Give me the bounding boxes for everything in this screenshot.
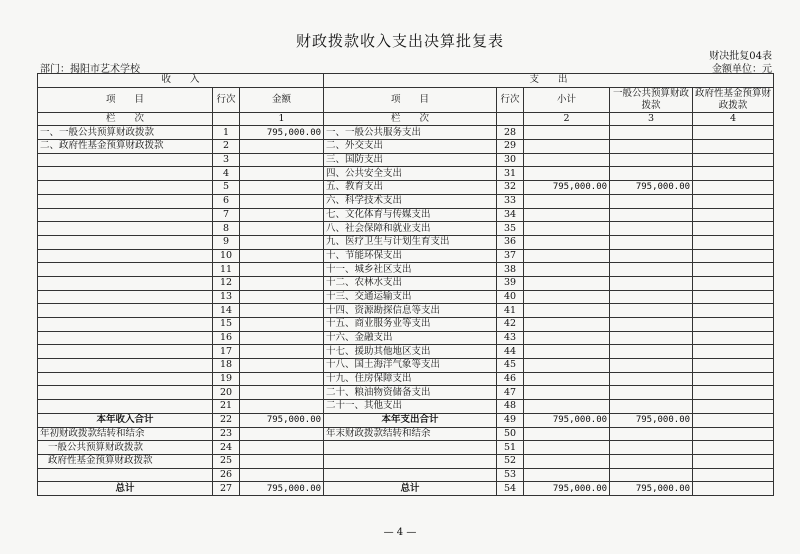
expense-subtotal	[524, 468, 610, 482]
expense-subtotal	[524, 386, 610, 400]
income-item	[38, 153, 213, 167]
income-amount-header: 金额	[240, 87, 324, 112]
income-row-no: 12	[213, 276, 240, 290]
income-item	[38, 235, 213, 249]
expense-gov-fund	[693, 359, 774, 373]
expense-header: 支 出	[324, 74, 774, 88]
income-row-no: 5	[213, 181, 240, 195]
expense-row-no: 49	[497, 413, 524, 427]
expense-subtotal	[524, 331, 610, 345]
expense-general-budget: 795,000.00	[610, 482, 693, 496]
page-title: 财政拨款收入支出决算批复表	[295, 32, 504, 50]
income-item	[38, 386, 213, 400]
expense-gov-fund	[693, 400, 774, 414]
expense-row-no: 28	[497, 126, 524, 140]
expense-general-budget	[610, 400, 693, 414]
carry-row	[38, 468, 774, 482]
expense-item: 八、社会保障和就业支出	[324, 222, 497, 236]
amount-unit: 金额单位：元	[712, 64, 772, 75]
expense-general-budget	[610, 441, 693, 455]
income-row-no: 10	[213, 249, 240, 263]
expense-row-no: 29	[497, 140, 524, 154]
expense-item: 总计	[324, 482, 497, 496]
grand-total-row	[38, 482, 774, 496]
expense-gov-fund	[693, 194, 774, 208]
income-item-header: 项 目	[38, 87, 213, 112]
expense-item: 七、文化体育与传媒支出	[324, 208, 497, 222]
expense-general-budget	[610, 222, 693, 236]
income-item	[38, 194, 213, 208]
expense-gov-fund	[693, 345, 774, 359]
table-row	[38, 290, 774, 304]
income-amount: 795,000.00	[240, 482, 324, 496]
expense-subtotal	[524, 400, 610, 414]
expense-row-no: 38	[497, 263, 524, 277]
table-row	[38, 126, 774, 140]
income-item	[38, 249, 213, 263]
expense-item-header: 项 目	[324, 87, 497, 112]
expense-subtotal	[524, 276, 610, 290]
income-row-no: 4	[213, 167, 240, 181]
expense-subtotal	[524, 372, 610, 386]
expense-row-no: 30	[497, 153, 524, 167]
expense-row-no: 47	[497, 386, 524, 400]
expense-item	[324, 454, 497, 468]
income-row-no: 23	[213, 427, 240, 441]
section-header-row	[38, 74, 774, 88]
form-number: 财决批复04表	[709, 51, 772, 62]
expense-item: 十六、金融支出	[324, 331, 497, 345]
expense-item: 十九、住房保障支出	[324, 372, 497, 386]
expense-subtotal	[524, 427, 610, 441]
expense-row-no: 40	[497, 290, 524, 304]
carry-row	[38, 454, 774, 468]
income-amount	[240, 290, 324, 304]
expense-item: 年末财政拨款结转和结余	[324, 427, 497, 441]
col-label: 栏 次	[324, 112, 497, 126]
expense-item: 十四、资源勘探信息等支出	[324, 304, 497, 318]
expense-subtotal	[524, 441, 610, 455]
empty-cell	[497, 112, 524, 126]
income-amount	[240, 167, 324, 181]
income-item	[38, 276, 213, 290]
income-amount	[240, 276, 324, 290]
department-label: 部门：揭阳市艺术学校	[40, 64, 140, 75]
income-item	[38, 222, 213, 236]
income-amount	[240, 304, 324, 318]
table-row	[38, 304, 774, 318]
expense-item: 五、教育支出	[324, 181, 497, 195]
expense-general-budget	[610, 427, 693, 441]
expense-general-budget	[610, 153, 693, 167]
income-item	[38, 468, 213, 482]
expense-row-no: 36	[497, 235, 524, 249]
expense-subtotal	[524, 304, 610, 318]
table-row	[38, 345, 774, 359]
income-item: 一、一般公共预算财政拨款	[38, 126, 213, 140]
expense-row-no: 32	[497, 181, 524, 195]
expense-general-budget	[610, 386, 693, 400]
income-item	[38, 345, 213, 359]
expense-row-no: 43	[497, 331, 524, 345]
expense-general-budget	[610, 249, 693, 263]
income-row-no: 6	[213, 194, 240, 208]
income-item: 年初财政拨款结转和结余	[38, 427, 213, 441]
income-row-no: 20	[213, 386, 240, 400]
expense-subtotal	[524, 249, 610, 263]
expense-item: 一、一般公共服务支出	[324, 126, 497, 140]
carry-row	[38, 441, 774, 455]
table-row	[38, 331, 774, 345]
table-row	[38, 372, 774, 386]
expense-item: 十五、商业服务业等支出	[324, 318, 497, 332]
income-row-no: 18	[213, 359, 240, 373]
income-amount	[240, 400, 324, 414]
income-item	[38, 290, 213, 304]
income-amount	[240, 318, 324, 332]
expense-general-budget	[610, 468, 693, 482]
income-row-no: 3	[213, 153, 240, 167]
expense-gov-fund	[693, 235, 774, 249]
income-amount	[240, 372, 324, 386]
expense-row-no: 51	[497, 441, 524, 455]
expense-general-budget: 795,000.00	[610, 181, 693, 195]
income-item	[38, 400, 213, 414]
expense-gov-fund	[693, 153, 774, 167]
income-amount	[240, 263, 324, 277]
expense-gov-fund	[693, 181, 774, 195]
expense-subtotal	[524, 153, 610, 167]
expense-row-no: 50	[497, 427, 524, 441]
income-row-no: 13	[213, 290, 240, 304]
expense-subtotal	[524, 194, 610, 208]
expense-subtotal	[524, 345, 610, 359]
income-amount	[240, 181, 324, 195]
expense-gov-fund	[693, 276, 774, 290]
expense-general-budget	[610, 263, 693, 277]
page-number: — 4 —	[383, 527, 417, 538]
expense-item: 十八、国土海洋气象等支出	[324, 359, 497, 373]
income-row-no: 15	[213, 318, 240, 332]
expense-subtotal	[524, 359, 610, 373]
expense-row-no: 48	[497, 400, 524, 414]
income-row-no: 24	[213, 441, 240, 455]
expense-general-budget	[610, 167, 693, 181]
col-index-3: 3	[610, 112, 693, 126]
expense-gov-fund	[693, 386, 774, 400]
income-item: 本年收入合计	[38, 413, 213, 427]
expense-item: 本年支出合计	[324, 413, 497, 427]
income-item	[38, 208, 213, 222]
income-row-no: 14	[213, 304, 240, 318]
expense-subtotal	[524, 235, 610, 249]
expense-item: 六、科学技术支出	[324, 194, 497, 208]
expense-gov-fund	[693, 318, 774, 332]
expense-subtotal	[524, 222, 610, 236]
expense-general-budget	[610, 194, 693, 208]
expense-gov-fund	[693, 441, 774, 455]
expense-subtotal	[524, 140, 610, 154]
expense-general-budget	[610, 345, 693, 359]
expense-gov-fund	[693, 126, 774, 140]
income-row-no: 22	[213, 413, 240, 427]
expense-row-no: 39	[497, 276, 524, 290]
expense-row-no: 53	[497, 468, 524, 482]
income-item	[38, 167, 213, 181]
income-amount	[240, 249, 324, 263]
expense-item: 四、公共安全支出	[324, 167, 497, 181]
expense-gov-fund	[693, 290, 774, 304]
income-amount	[240, 454, 324, 468]
expense-subtotal	[524, 318, 610, 332]
gov-fund-header: 政府性基金预算财政拨款	[693, 87, 774, 112]
expense-general-budget	[610, 290, 693, 304]
expense-general-budget	[610, 235, 693, 249]
expense-gov-fund	[693, 454, 774, 468]
subtotal-header: 小计	[524, 87, 610, 112]
expense-row-no: 44	[497, 345, 524, 359]
income-amount	[240, 140, 324, 154]
expense-item: 二、外交支出	[324, 140, 497, 154]
expense-subtotal: 795,000.00	[524, 413, 610, 427]
income-amount	[240, 153, 324, 167]
expense-item: 九、医疗卫生与计划生育支出	[324, 235, 497, 249]
income-item: 政府性基金预算财政拨款	[38, 454, 213, 468]
table-row	[38, 249, 774, 263]
expense-row-no: 42	[497, 318, 524, 332]
income-row-no: 7	[213, 208, 240, 222]
expense-row-no: 52	[497, 454, 524, 468]
expense-subtotal	[524, 126, 610, 140]
col-index-4: 4	[693, 112, 774, 126]
expense-gov-fund	[693, 222, 774, 236]
expense-general-budget	[610, 359, 693, 373]
budget-table	[37, 73, 774, 496]
expense-subtotal	[524, 208, 610, 222]
expense-general-budget	[610, 140, 693, 154]
income-amount	[240, 208, 324, 222]
table-row	[38, 235, 774, 249]
expense-subtotal: 795,000.00	[524, 181, 610, 195]
income-amount	[240, 331, 324, 345]
table-row	[38, 400, 774, 414]
expense-item: 二十、粮油物资储备支出	[324, 386, 497, 400]
income-item	[38, 181, 213, 195]
expense-item: 十七、援助其他地区支出	[324, 345, 497, 359]
table-row	[38, 208, 774, 222]
expense-general-budget	[610, 304, 693, 318]
general-budget-header: 一般公共预算财政拨款	[610, 87, 693, 112]
expense-gov-fund	[693, 331, 774, 345]
expense-item: 二十一、其他支出	[324, 400, 497, 414]
column-index-row	[38, 112, 774, 126]
income-item: 二、政府性基金预算财政拨款	[38, 140, 213, 154]
column-header-row	[38, 87, 774, 112]
carry-row	[38, 427, 774, 441]
income-row-no: 8	[213, 222, 240, 236]
income-header: 收 入	[38, 74, 324, 88]
expense-row-no: 54	[497, 482, 524, 496]
income-amount	[240, 427, 324, 441]
expense-row-no: 41	[497, 304, 524, 318]
expense-general-budget	[610, 276, 693, 290]
table-row	[38, 222, 774, 236]
expense-gov-fund	[693, 167, 774, 181]
income-amount: 795,000.00	[240, 126, 324, 140]
income-row-no: 27	[213, 482, 240, 496]
empty-cell	[213, 112, 240, 126]
expense-subtotal	[524, 167, 610, 181]
income-item: 总计	[38, 482, 213, 496]
expense-gov-fund	[693, 413, 774, 427]
income-row-no: 11	[213, 263, 240, 277]
income-amount	[240, 441, 324, 455]
income-amount	[240, 359, 324, 373]
income-rowno-header: 行次	[213, 87, 240, 112]
income-item	[38, 304, 213, 318]
expense-item	[324, 441, 497, 455]
table-row	[38, 140, 774, 154]
expense-row-no: 35	[497, 222, 524, 236]
expense-general-budget	[610, 318, 693, 332]
expense-item: 十、节能环保支出	[324, 249, 497, 263]
income-item	[38, 263, 213, 277]
income-row-no: 2	[213, 140, 240, 154]
income-item: 一般公共预算财政拨款	[38, 441, 213, 455]
expense-gov-fund	[693, 263, 774, 277]
income-amount	[240, 235, 324, 249]
expense-item: 十二、农林水支出	[324, 276, 497, 290]
expense-subtotal: 795,000.00	[524, 482, 610, 496]
expense-rowno-header: 行次	[497, 87, 524, 112]
expense-gov-fund	[693, 427, 774, 441]
expense-gov-fund	[693, 208, 774, 222]
income-amount	[240, 386, 324, 400]
expense-gov-fund	[693, 372, 774, 386]
expense-general-budget	[610, 126, 693, 140]
income-row-no: 1	[213, 126, 240, 140]
col-index-1: 1	[240, 112, 324, 126]
expense-gov-fund	[693, 304, 774, 318]
table-row	[38, 276, 774, 290]
table-row	[38, 153, 774, 167]
income-item	[38, 359, 213, 373]
table-row	[38, 167, 774, 181]
table-row	[38, 181, 774, 195]
income-amount	[240, 222, 324, 236]
expense-subtotal	[524, 454, 610, 468]
expense-row-no: 31	[497, 167, 524, 181]
col-label: 栏 次	[38, 112, 213, 126]
expense-row-no: 34	[497, 208, 524, 222]
income-item	[38, 372, 213, 386]
expense-gov-fund	[693, 468, 774, 482]
table-row	[38, 263, 774, 277]
expense-general-budget	[610, 372, 693, 386]
year-total-row	[38, 413, 774, 427]
table-row	[38, 386, 774, 400]
expense-subtotal	[524, 263, 610, 277]
col-index-2: 2	[524, 112, 610, 126]
income-item	[38, 318, 213, 332]
income-row-no: 17	[213, 345, 240, 359]
income-row-no: 19	[213, 372, 240, 386]
income-row-no: 21	[213, 400, 240, 414]
expense-row-no: 45	[497, 359, 524, 373]
expense-row-no: 33	[497, 194, 524, 208]
expense-gov-fund	[693, 140, 774, 154]
income-amount	[240, 194, 324, 208]
income-item	[38, 331, 213, 345]
expense-item: 三、国防支出	[324, 153, 497, 167]
income-amount	[240, 468, 324, 482]
expense-gov-fund	[693, 249, 774, 263]
expense-general-budget	[610, 208, 693, 222]
income-row-no: 26	[213, 468, 240, 482]
income-amount: 795,000.00	[240, 413, 324, 427]
expense-row-no: 37	[497, 249, 524, 263]
expense-gov-fund	[693, 482, 774, 496]
expense-item: 十三、交通运输支出	[324, 290, 497, 304]
table-row	[38, 359, 774, 373]
expense-item	[324, 468, 497, 482]
income-row-no: 25	[213, 454, 240, 468]
table-row	[38, 194, 774, 208]
expense-item: 十一、城乡社区支出	[324, 263, 497, 277]
table-row	[38, 318, 774, 332]
income-row-no: 9	[213, 235, 240, 249]
expense-general-budget	[610, 454, 693, 468]
expense-row-no: 46	[497, 372, 524, 386]
expense-general-budget	[610, 331, 693, 345]
expense-subtotal	[524, 290, 610, 304]
income-row-no: 16	[213, 331, 240, 345]
expense-general-budget: 795,000.00	[610, 413, 693, 427]
income-amount	[240, 345, 324, 359]
